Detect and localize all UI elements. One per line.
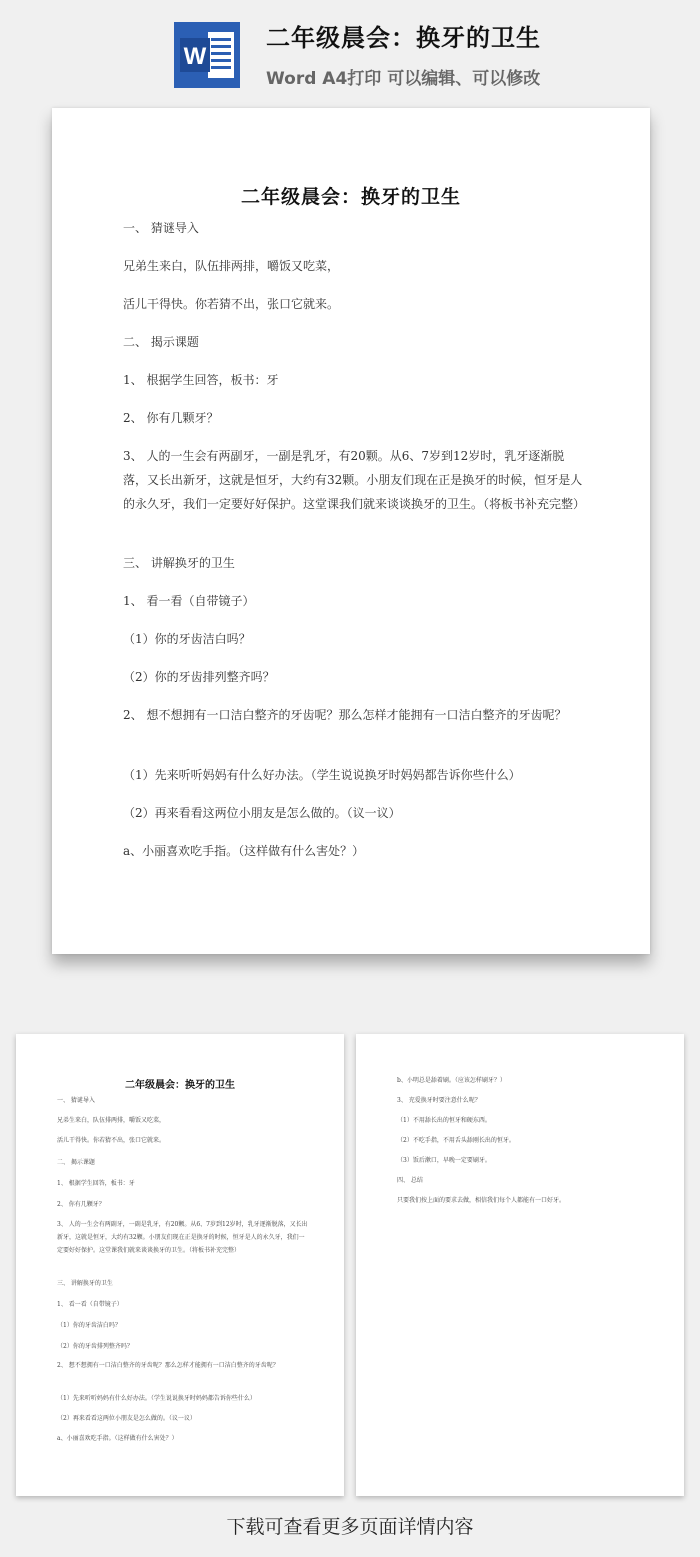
header-banner [0,0,700,100]
header-title: 二年级晨会：换牙的卫生 [266,24,541,52]
thumbnail-line: b、小明总是舔着刷。（应该怎样刷牙？） [397,1077,506,1084]
page-thumbnail-2[interactable] [356,1034,684,1496]
list-item: （1）你的牙齿洁白吗？ [123,632,251,646]
download-more-link[interactable]: 下载可查看更多页面详情内容 [226,1516,474,1538]
thumbnail-line: 1、 根据学生回答，板书：牙 [57,1180,135,1187]
thumbnail-line: （1）不用舔长出的恒牙和硬东西。 [397,1117,491,1124]
list-item: （2）你的牙齿排列整齐吗？ [123,670,275,684]
thumbnail-line: 只要我们按上面的要求去做，相信我们每个人都能有一口好牙。 [397,1197,566,1204]
list-item: 3、 人的一生会有两副牙，一副是乳牙，有20颗。从6、7岁到12岁时，乳牙逐渐脱落，又长出新牙，这就是恒牙，大约有32颗。小朋友们现在正是换牙的时候，恒牙是人的永久牙，我们一定要好好保护。这堂课我们就来谈谈换牙的卫生。（将板书补充完整） [123,449,586,511]
thumbnail-line: 3、 人的一生会有两副牙，一副是乳牙，有20颗。从6、7岁到12岁时，乳牙逐渐脱落，又长出新牙，这就是恒牙，大约有32颗。小朋友们现在正是换牙的时候，恒牙是人的永久牙，我们一定要好好保护。这堂课我们就来谈谈换牙的卫生。（将板书补充完整） [57,1221,308,1254]
list-item: 1、 看一看（自带镜子） [123,594,255,608]
list-item: 2、 你有几颗牙？ [123,411,219,425]
thumbnail-line: 二、 揭示课题 [57,1159,95,1166]
thumbnail-line: （1）你的牙齿洁白吗？ [57,1322,121,1329]
thumbnail-line: （2）你的牙齿排列整齐吗？ [57,1343,133,1350]
paragraph: 兄弟生来白，队伍排两排，嚼饭又吃菜， [123,259,340,273]
document-page-preview [52,108,650,954]
thumbnail-line: （2）不吃手指，不用舌头舔刚长出的恒牙。 [397,1137,515,1144]
svg-text:W: W [183,43,207,70]
thumbnail-line: 1、 看一看（自带镜子） [57,1301,123,1308]
thumbnail-line: 3、 充爱换牙时要注意什么呢？ [397,1097,481,1104]
section-heading-3: 三、 讲解换牙的卫生 [123,556,235,570]
list-item: （1）先来听听妈妈有什么好办法。（学生说说换牙时妈妈都告诉你些什么） [123,768,521,782]
word-icon [174,22,240,88]
list-item: a、小丽喜欢吃手指。（这样做有什么害处？） [123,844,365,858]
paragraph: 活儿干得快。你若猜不出，张口它就来。 [123,297,340,311]
thumbnail-line: （3）饭后漱口，早晚一定要刷牙。 [397,1157,491,1164]
thumbnail-line: 三、 讲解换牙的卫生 [57,1280,113,1287]
list-item: 2、 想不想拥有一口洁白整齐的牙齿呢？那么怎样才能拥有一口洁白整齐的牙齿呢？ [123,708,567,722]
thumbnail-line: 兄弟生来白，队伍排两排，嚼饭又吃菜， [57,1117,166,1124]
list-item: 1、 根据学生回答，板书：牙 [123,373,279,387]
header-subtitle: Word A4打印 可以编辑、可以修改 [266,69,541,89]
thumbnail-line: 2、 你有几颗牙？ [57,1201,105,1208]
thumbnail-line: 2、 想不想拥有一口洁白整齐的牙齿呢？那么怎样才能拥有一口洁白整齐的牙齿呢？ [57,1362,279,1369]
page-thumbnail-1[interactable] [16,1034,344,1496]
thumbnail-title: 二年级晨会：换牙的卫生 [125,1080,235,1091]
thumbnail-line: （1）先来听听妈妈有什么好办法。（学生说说换牙时妈妈都告诉你些什么） [57,1395,256,1402]
thumbnail-line: 一、 猜谜导入 [57,1097,95,1104]
thumbnail-line: 四、 总结 [397,1177,423,1184]
thumbnail-line: a、小丽喜欢吃手指。（这样做有什么害处？） [57,1435,178,1442]
list-item: （2）再来看看这两位小朋友是怎么做的。（议一议） [123,806,401,820]
section-heading-2: 二、 揭示课题 [123,335,199,349]
document-title: 二年级晨会：换牙的卫生 [240,186,461,208]
thumbnail-line: （2）再来看看这两位小朋友是怎么做的。（议一议） [57,1415,196,1422]
thumbnail-line: 活儿干得快。你若猜不出，张口它就来。 [57,1137,166,1144]
section-heading-1: 一、 猜谜导入 [123,221,199,235]
